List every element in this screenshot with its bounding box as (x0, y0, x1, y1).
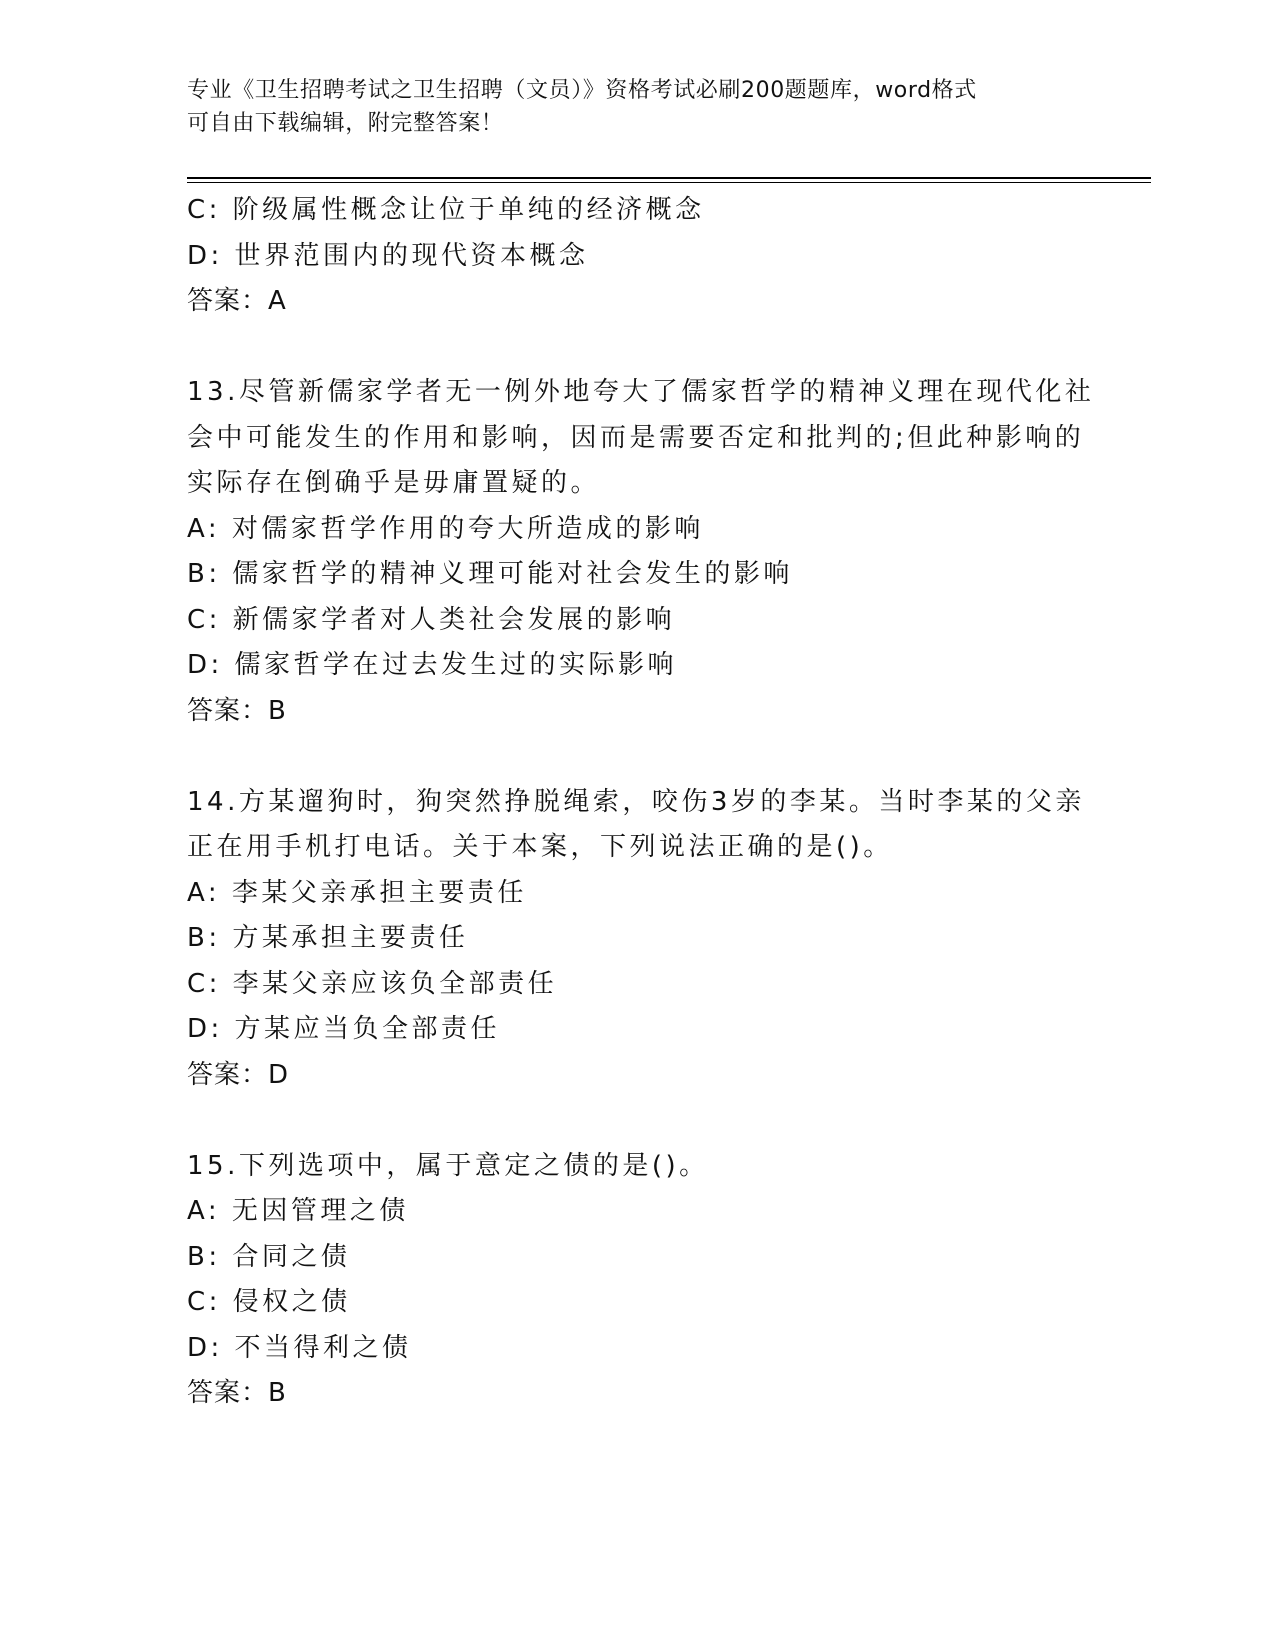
option-d: D: 儒家哲学在过去发生过的实际影响 (187, 650, 678, 680)
option-a: A: 李某父亲承担主要责任 (187, 877, 527, 908)
question-15 (187, 1144, 1087, 1417)
option-b: B: 方某承担主要责任 (187, 923, 469, 953)
question-stem-line: 15.下列选项中，属于意定之债的是()。 (187, 1150, 709, 1181)
option-b: B: 儒家哲学的精神义理可能对社会发生的影响 (187, 559, 793, 589)
document-header (187, 74, 1087, 140)
answer-line: 答案：B (187, 1378, 287, 1408)
question-14 (187, 780, 1087, 1099)
header-rule-thick (187, 177, 1151, 179)
option-b: B: 合同之债 (187, 1241, 351, 1272)
question-spacer (187, 325, 1087, 371)
question-stem-line: 正在用手机打电话。关于本案，下列说法正确的是()。 (187, 832, 893, 862)
question-spacer (187, 734, 1087, 780)
header-rule-thin (187, 182, 1151, 183)
option-c: C: 阶级属性概念让位于单纯的经济概念 (187, 195, 705, 225)
header-line-2: 可自由下载编辑，附完整答案！ (187, 111, 504, 136)
option-c: C: 新儒家学者对人类社会发展的影响 (187, 604, 676, 635)
option-d: D: 世界范围内的现代资本概念 (187, 240, 589, 271)
header-line-1: 专业《卫生招聘考试之卫生招聘（文员）》资格考试必刷200题题库，word格式 (187, 78, 977, 103)
answer-line: 答案：A (187, 286, 287, 316)
option-a: A: 无因管理之债 (187, 1196, 409, 1226)
question-stem-line: 14.方某遛狗时，狗突然挣脱绳索，咬伤3岁的李某。当时李某的父亲 (187, 786, 1085, 817)
answer-line: 答案：B (187, 695, 287, 726)
option-c: C: 李某父亲应该负全部责任 (187, 968, 558, 999)
option-d: D: 不当得利之债 (187, 1332, 412, 1363)
question-spacer (187, 1098, 1087, 1144)
question-stem-line: 实际存在倒确乎是毋庸置疑的。 (187, 468, 601, 498)
document-body (187, 188, 1095, 1417)
answer-line: 答案：D (187, 1059, 290, 1090)
option-c: C: 侵权之债 (187, 1287, 351, 1317)
option-d: D: 方某应当负全部责任 (187, 1014, 501, 1044)
question-stem-line: 会中可能发生的作用和影响，因而是需要否定和批判的;但此种影响的 (187, 422, 1085, 453)
option-a: A: 对儒家哲学作用的夸大所造成的影响 (187, 513, 704, 544)
question-stem-line: 13.尽管新儒家学者无一例外地夸大了儒家哲学的精神义理在现代化社 (187, 377, 1095, 407)
question-13 (187, 370, 1095, 734)
